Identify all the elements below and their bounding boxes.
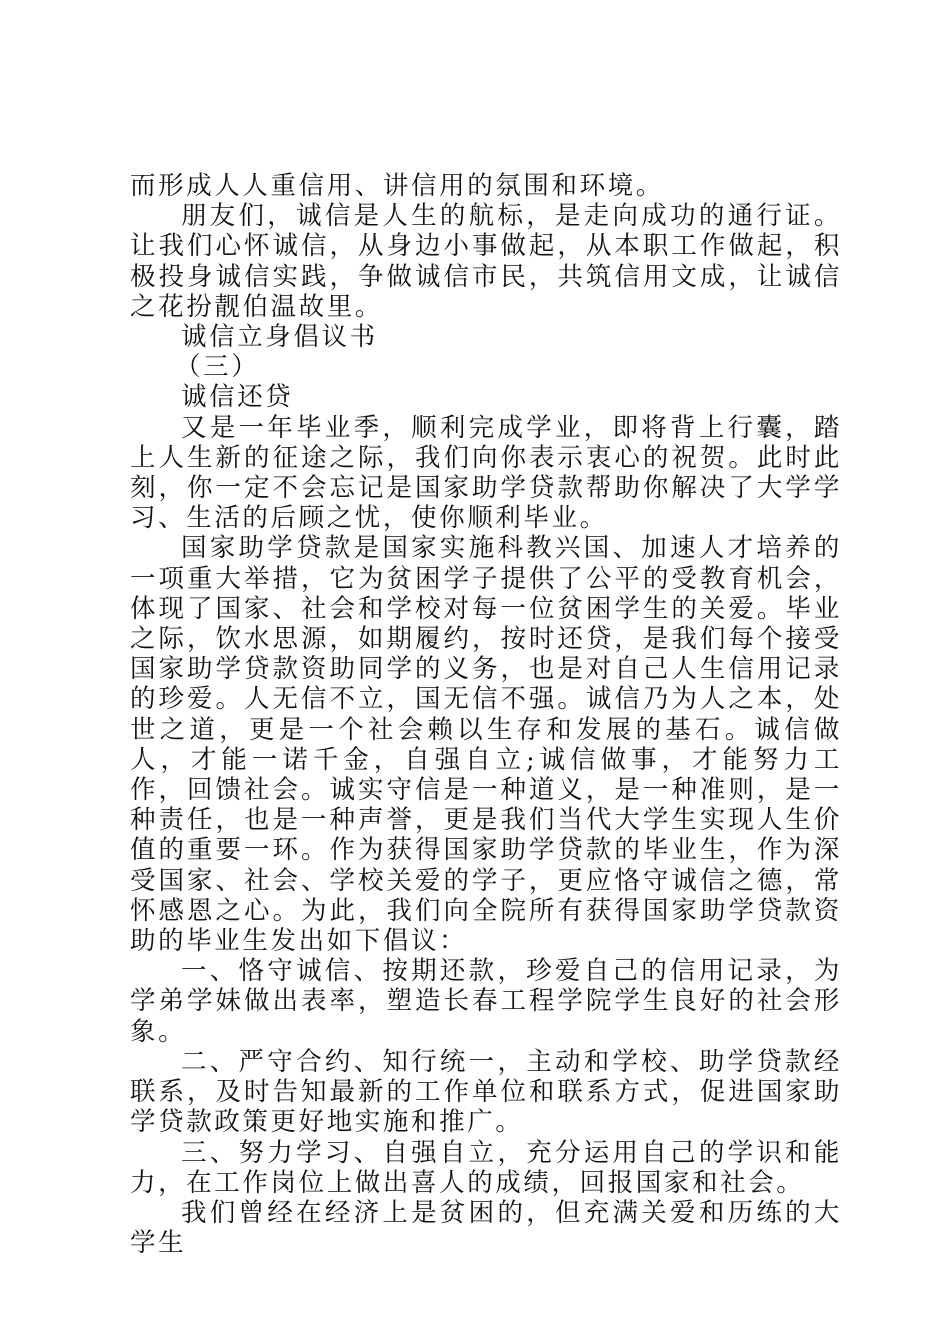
- proposal-item-1: 一、恪守诚信、按期还款，珍爱自己的信用记录，为学弟学妹做出表率，塑造长春工程学院学生良好的社会形象。: [130, 956, 842, 1047]
- paragraph-friends-appeal: 朋友们，诚信是人生的航标，是走向成功的通行证。让我们心怀诚信，从身边小事做起，从本职工作做起，积极投身诚信实践，争做诚信市民，共筑信用文成，让诚信之花扮靓伯温故里。: [130, 201, 842, 322]
- paragraph-closing: 我们曾经在经济上是贫困的，但充满关爱和历练的大学生: [130, 1197, 842, 1259]
- paragraph-continuation: 而形成人人重信用、讲信用的氛围和环境。: [130, 171, 664, 201]
- section-number: （三）: [175, 352, 260, 383]
- document-body: [130, 171, 842, 1258]
- paragraph-graduation: 又是一年毕业季，顺利完成学业，即将背上行囊，踏上人生新的征途之际，我们向你表示衷心的祝贺。此时此刻，你一定不会忘记是国家助学贷款帮助你解决了大学学习、生活的后顾之忧，使你顺利毕业。: [130, 412, 842, 534]
- paragraph-student-loan: 国家助学贷款是国家实施科教兴国、加速人才培养的一项重大举措，它为贫困学子提供了公平的受教育机会，体现了国家、社会和学校对每一位贫困学生的关爱。毕业之际，饮水思源，如期履约，按时还贷，是我们每个接受国家助学贷款资助同学的义务，也是对自己人生信用记录的珍爱。人无信不立，国无信不强。诚信乃为人之本，处世之道，更是一个社会赖以生存和发展的基石。诚信做人，才能一诺千金，自强自立;诚信做事，才能努力工作，回馈社会。诚实守信是一种道义，是一种准则，是一种责任，也是一种声誉，更是我们当代大学生实现人生价值的重要一环。作为获得国家助学贷款的毕业生，作为深受国家、社会、学校关爱的学子，更应恪守诚信之德，常怀感恩之心。为此，我们向全院所有获得国家助学贷款资助的毕业生发出如下倡议：: [130, 533, 842, 957]
- proposal-item-2: 二、严守合约、知行统一，主动和学校、助学贷款经联系，及时告知最新的工作单位和联系方式，促进国家助学贷款政策更好地实施和推广。: [130, 1046, 842, 1138]
- section-title: 诚信立身倡议书: [181, 322, 378, 353]
- proposal-item-3: 三、努力学习、自强自立，充分运用自己的学识和能力，在工作岗位上做出喜人的成绩，回报国家和社会。: [130, 1137, 842, 1198]
- section-subtitle: 诚信还贷: [181, 382, 294, 413]
